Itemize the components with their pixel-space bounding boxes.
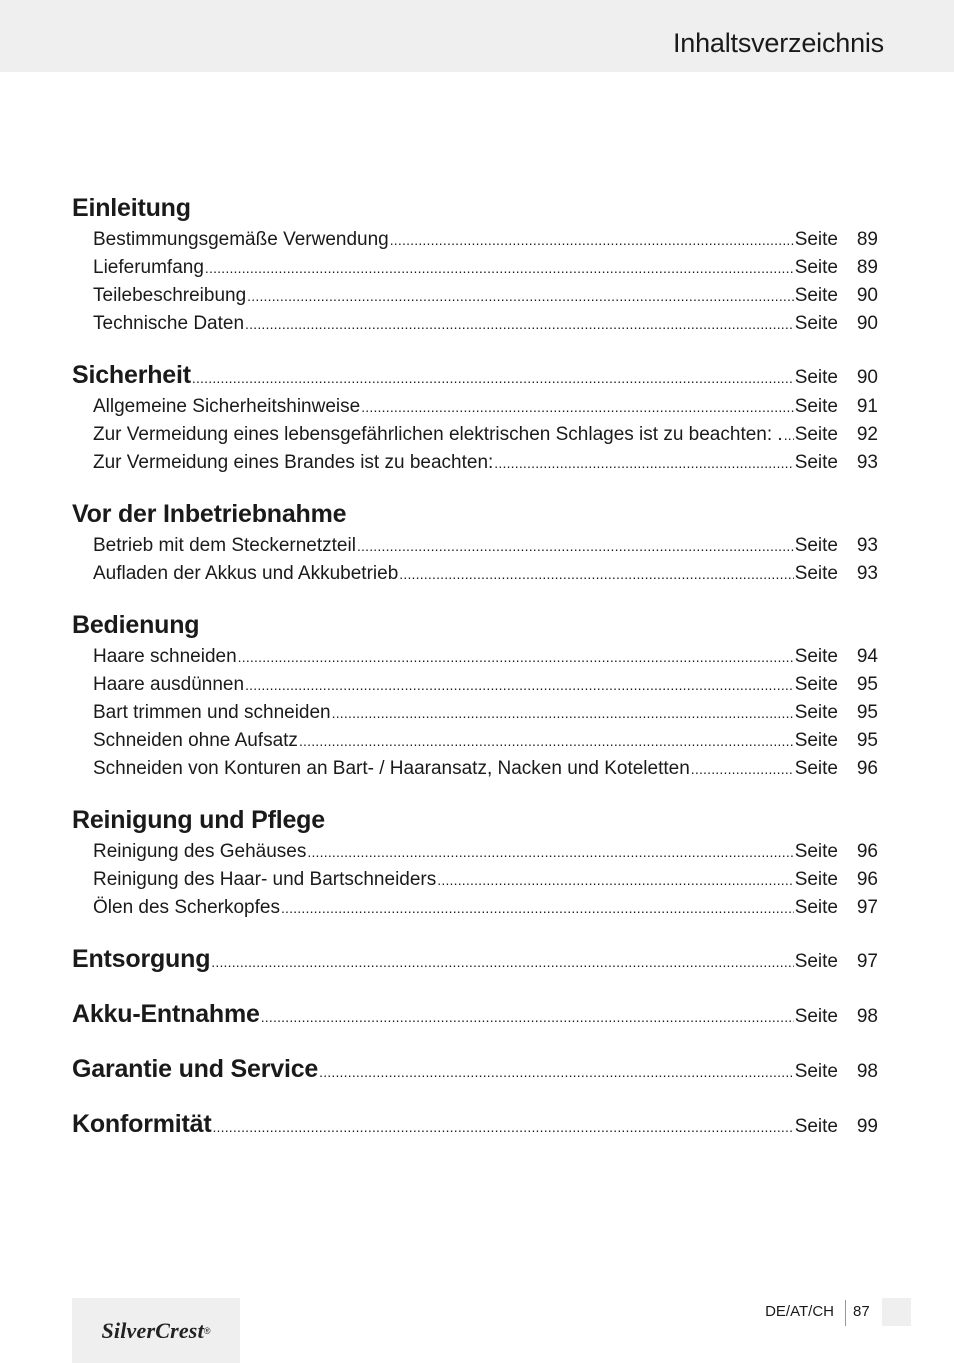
seite-label: Seite [794, 229, 838, 250]
silvercrest-logo [72, 1298, 240, 1363]
entry-label: Lieferumfang [93, 257, 204, 278]
page-number: 95 [856, 730, 878, 751]
page-number: 90 [856, 367, 878, 388]
footer-tab [882, 1298, 911, 1326]
toc-entry[interactable] [72, 532, 878, 560]
page-number: 95 [856, 674, 878, 695]
dot-leader [212, 1109, 793, 1145]
seite-label: Seite [794, 646, 838, 667]
registered-mark: ® [203, 1325, 211, 1336]
logo-text: SilverCrest [101, 1317, 204, 1343]
section-heading: Garantie und Service [72, 1055, 319, 1083]
entry-label: Zur Vermeidung eines lebensgefährlichen elektrischen Schlages ist zu beachten: . [93, 424, 783, 445]
dot-leader [245, 671, 794, 699]
seite-label: Seite [794, 367, 838, 388]
footer-divider [845, 1300, 846, 1326]
page-number: 93 [856, 535, 878, 556]
toc-section [72, 1106, 878, 1142]
dot-leader [281, 894, 794, 922]
seite-label: Seite [794, 1061, 838, 1082]
seite-label: Seite [794, 1006, 838, 1027]
entry-label: Bart trimmen und schneiden [93, 702, 331, 723]
section-heading[interactable]: Reinigung und Pflege [72, 806, 325, 834]
entry-label: Haare schneiden [93, 646, 237, 667]
toc-section [72, 996, 878, 1032]
entry-label: Schneiden ohne Aufsatz [93, 730, 298, 751]
table-of-contents [72, 190, 878, 1161]
section-heading[interactable]: Einleitung [72, 194, 191, 222]
seite-label: Seite [794, 313, 838, 334]
toc-entry[interactable] [72, 393, 878, 421]
toc-section [72, 496, 878, 588]
toc-entry[interactable] [72, 755, 878, 783]
toc-entry[interactable] [72, 421, 878, 449]
toc-entry[interactable] [72, 866, 878, 894]
section-heading: Akku-Entnahme [72, 1000, 260, 1028]
page-number: 99 [856, 1116, 878, 1137]
dot-leader [299, 727, 794, 755]
seite-label: Seite [794, 563, 838, 584]
page-number: 94 [856, 646, 878, 667]
seite-label: Seite [794, 702, 838, 723]
page-number: 93 [856, 563, 878, 584]
section-heading: Sicherheit [72, 361, 191, 389]
dot-leader [307, 838, 793, 866]
page-number: 97 [856, 951, 878, 972]
seite-label: Seite [794, 674, 838, 695]
entry-label: Zur Vermeidung eines Brandes ist zu beachten: [93, 452, 494, 473]
entry-label: Schneiden von Konturen an Bart- / Haaransatz, Nacken und Koteletten [93, 758, 690, 779]
page-number: 98 [856, 1006, 878, 1027]
entry-label: Haare ausdünnen [93, 674, 245, 695]
toc-entry[interactable] [72, 699, 878, 727]
page-title: Inhaltsverzeichnis [672, 28, 884, 58]
toc-main-entry[interactable] [72, 1051, 878, 1087]
seite-label: Seite [794, 424, 838, 445]
entry-label: Allgemeine Sicherheitshinweise [93, 396, 361, 417]
toc-entry[interactable] [72, 671, 878, 699]
seite-label: Seite [794, 758, 838, 779]
footer-page-number: 87 [853, 1303, 870, 1320]
section-heading[interactable]: Bedienung [72, 611, 200, 639]
toc-section [72, 190, 878, 338]
toc-main-entry[interactable] [72, 357, 878, 393]
toc-entry[interactable] [72, 838, 878, 866]
seite-label: Seite [794, 730, 838, 751]
seite-label: Seite [794, 897, 838, 918]
page-number: 90 [856, 285, 878, 306]
dot-leader [247, 282, 794, 310]
page-number: 89 [856, 229, 878, 250]
dot-leader [332, 699, 794, 727]
seite-label: Seite [794, 285, 838, 306]
seite-label: Seite [794, 396, 838, 417]
dot-leader [192, 360, 794, 396]
seite-label: Seite [794, 841, 838, 862]
toc-entry[interactable] [72, 727, 878, 755]
section-heading[interactable]: Vor der Inbetriebnahme [72, 500, 347, 528]
dot-leader [399, 560, 793, 588]
page-number: 95 [856, 702, 878, 723]
toc-entry[interactable] [72, 254, 878, 282]
toc-entry[interactable] [72, 226, 878, 254]
seite-label: Seite [794, 452, 838, 473]
page-number: 96 [856, 869, 878, 890]
page-number: 93 [856, 452, 878, 473]
page-number: 92 [856, 424, 878, 445]
page-number: 91 [856, 396, 878, 417]
toc-section [72, 357, 878, 477]
dot-leader [361, 393, 793, 421]
entry-label: Teilebeschreibung [93, 285, 247, 306]
page-number: 96 [856, 841, 878, 862]
entry-label: Bestimmungsgemäße Verwendung [93, 229, 389, 250]
dot-leader [691, 755, 794, 783]
toc-section [72, 1051, 878, 1087]
seite-label: Seite [794, 1116, 838, 1137]
toc-entry[interactable] [72, 449, 878, 477]
seite-label: Seite [794, 951, 838, 972]
page-number: 98 [856, 1061, 878, 1082]
region-code: DE/AT/CH [765, 1303, 834, 1320]
toc-entry[interactable] [72, 282, 878, 310]
toc-main-entry[interactable] [72, 941, 878, 977]
entry-label: Betrieb mit dem Steckernetzteil [93, 535, 356, 556]
page-number: 97 [856, 897, 878, 918]
dot-leader [245, 310, 794, 338]
dot-leader [319, 1054, 794, 1090]
toc-entry[interactable] [72, 643, 878, 671]
seite-label: Seite [794, 257, 838, 278]
dot-leader [238, 643, 794, 671]
toc-section [72, 941, 878, 977]
section-heading: Konformität [72, 1110, 212, 1138]
entry-label: Technische Daten [93, 313, 245, 334]
toc-entry[interactable] [72, 894, 878, 922]
entry-label: Reinigung des Haar- und Bartschneiders [93, 869, 437, 890]
dot-leader [205, 254, 794, 282]
toc-main-entry[interactable] [72, 1106, 878, 1142]
dot-leader [784, 421, 794, 449]
page-number: 90 [856, 313, 878, 334]
toc-entry[interactable] [72, 310, 878, 338]
dot-leader [494, 449, 793, 477]
seite-label: Seite [794, 869, 838, 890]
page-number: 89 [856, 257, 878, 278]
entry-label: Ölen des Scherkopfes [93, 897, 280, 918]
dot-leader [211, 944, 793, 980]
dot-leader [261, 999, 794, 1035]
dot-leader [357, 532, 794, 560]
toc-section [72, 802, 878, 922]
seite-label: Seite [794, 535, 838, 556]
entry-label: Reinigung des Gehäuses [93, 841, 307, 862]
toc-section [72, 607, 878, 783]
dot-leader [390, 226, 794, 254]
dot-leader [437, 866, 793, 894]
entry-label: Aufladen der Akkus und Akkubetrieb [93, 563, 399, 584]
toc-main-entry[interactable] [72, 996, 878, 1032]
toc-entry[interactable] [72, 560, 878, 588]
page-number: 96 [856, 758, 878, 779]
section-heading: Entsorgung [72, 945, 211, 973]
